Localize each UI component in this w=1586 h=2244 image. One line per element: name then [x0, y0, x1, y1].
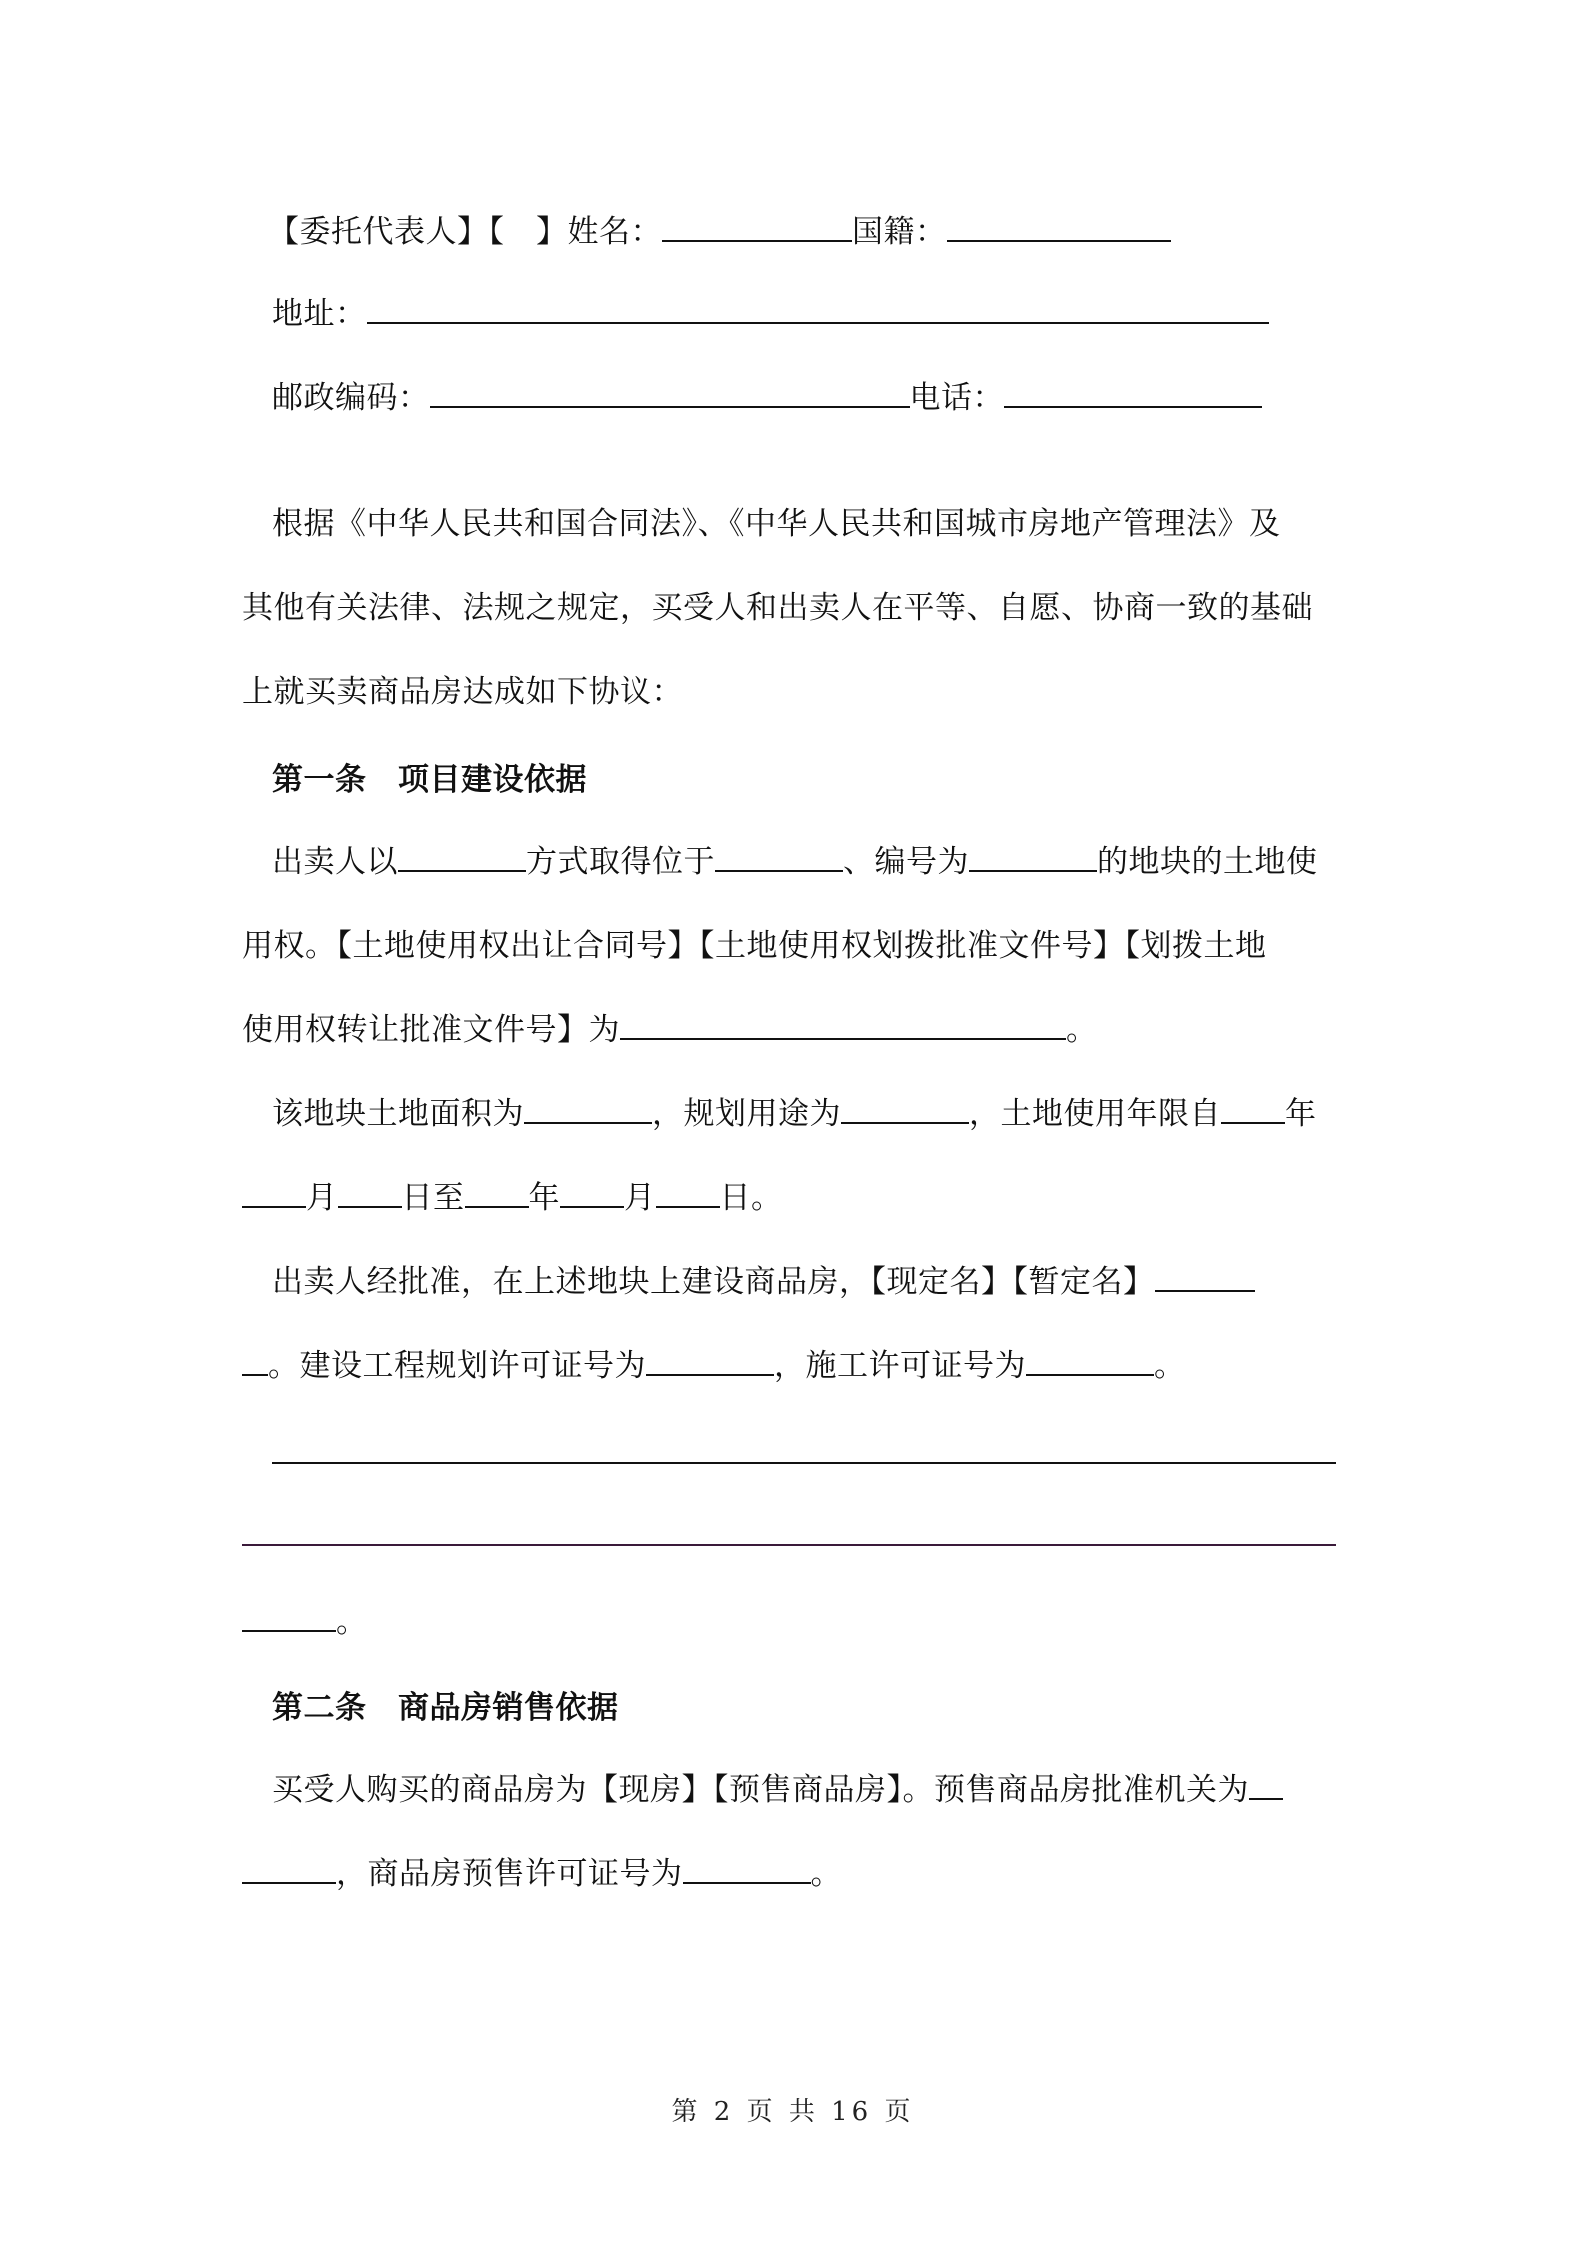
article-1-p2-line-2	[242, 1176, 783, 1220]
start-day-blank[interactable]	[338, 1176, 402, 1208]
blank-rule-2[interactable]	[242, 1544, 1336, 1546]
text-segment: 。	[1154, 1348, 1186, 1384]
location-blank[interactable]	[715, 840, 843, 872]
planning-permit-blank[interactable]	[646, 1344, 774, 1376]
text-segment: 月	[624, 1180, 656, 1216]
start-year-blank[interactable]	[1221, 1092, 1285, 1124]
blank-rule-end	[242, 1600, 368, 1644]
text-segment: 日至	[401, 1180, 465, 1216]
name-label: 姓名：	[567, 214, 662, 250]
text-segment: 的地块的土地使	[1097, 844, 1318, 880]
postal-line	[272, 376, 1262, 420]
text-segment: 使用权转让批准文件号】为	[242, 1012, 620, 1048]
text-segment: 出卖人经批准，在上述地块上建设商品房，【现定名】【暂定名】	[272, 1264, 1155, 1300]
text-segment: 。	[810, 1856, 842, 1892]
text-segment: 方式取得位于	[526, 844, 715, 880]
article-1-p3-line-1	[272, 1260, 1255, 1304]
presale-permit-blank[interactable]	[683, 1852, 811, 1884]
article-1-p3-line-2	[242, 1344, 1186, 1388]
article-1-p1-line-2: 用权。【土地使用权出让合同号】【土地使用权划拨批准文件号】【划拨土地	[242, 928, 1267, 964]
article-2-p1-line-2	[242, 1852, 842, 1896]
text-segment: 。	[1066, 1012, 1098, 1048]
text-segment: ，施工许可证号为	[774, 1348, 1026, 1384]
text-segment: 日。	[719, 1180, 783, 1216]
planned-use-blank[interactable]	[841, 1092, 969, 1124]
end-month-blank[interactable]	[560, 1176, 624, 1208]
postal-code-blank[interactable]	[430, 376, 910, 408]
end-year-blank[interactable]	[465, 1176, 529, 1208]
postal-code-label: 邮政编码：	[272, 380, 430, 416]
address-blank[interactable]	[367, 292, 1269, 324]
text-segment: 、编号为	[843, 844, 969, 880]
nationality-label: 国籍：	[852, 214, 947, 250]
phone-label: 电话：	[909, 380, 1004, 416]
text-segment: 买受人购买的商品房为【现房】【预售商品房】。预售商品房批准机关为	[272, 1772, 1249, 1808]
approval-authority-blank-cont[interactable]	[242, 1852, 336, 1884]
blank-rule-3[interactable]	[242, 1600, 336, 1632]
article-2-p1-line-1	[272, 1768, 1283, 1812]
acquire-method-blank[interactable]	[398, 840, 526, 872]
end-day-blank[interactable]	[656, 1176, 720, 1208]
text-segment: ，商品房预售许可证号为	[336, 1856, 683, 1892]
preamble-line-1: 根据《中华人民共和国合同法》、《中华人民共和国城市房地产管理法》及	[272, 506, 1281, 542]
representative-bracket: 【 】	[488, 214, 568, 250]
project-name-blank[interactable]	[1155, 1260, 1255, 1292]
address-label: 地址：	[272, 296, 367, 332]
text-segment: 年	[1285, 1096, 1317, 1132]
phone-blank[interactable]	[1004, 376, 1262, 408]
article-1-p2-line-1	[272, 1092, 1317, 1136]
preamble-line-2: 其他有关法律、法规之规定，买受人和出卖人在平等、自愿、协商一致的基础	[242, 590, 1313, 626]
text-segment: ，规划用途为	[652, 1096, 841, 1132]
name-blank[interactable]	[662, 210, 852, 242]
blank-rule-1[interactable]	[272, 1462, 1336, 1464]
lot-number-blank[interactable]	[969, 840, 1097, 872]
land-area-blank[interactable]	[524, 1092, 652, 1124]
text-segment: 。	[336, 1604, 368, 1640]
article-2-heading: 第二条 商品房销售依据	[272, 1690, 619, 1726]
article-1-p1-line-3	[242, 1008, 1098, 1052]
construction-permit-blank[interactable]	[1026, 1344, 1154, 1376]
nationality-blank[interactable]	[947, 210, 1171, 242]
article-1-heading: 第一条 项目建设依据	[272, 762, 587, 798]
page-number-footer: 第 2 页 共 16 页	[671, 2097, 915, 2127]
address-line	[272, 292, 1269, 336]
preamble-line-3: 上就买卖商品房达成如下协议：	[242, 674, 683, 710]
text-segment: 。建设工程规划许可证号为	[268, 1348, 646, 1384]
text-segment: 年	[528, 1180, 560, 1216]
representative-line	[268, 210, 1171, 254]
text-segment: ，土地使用年限自	[969, 1096, 1221, 1132]
text-segment: 该地块土地面积为	[272, 1096, 524, 1132]
land-document-blank[interactable]	[620, 1008, 1066, 1040]
article-1-p1-line-1	[272, 840, 1318, 884]
start-month-blank[interactable]	[242, 1176, 306, 1208]
text-segment: 出卖人以	[272, 844, 398, 880]
text-segment: 月	[306, 1180, 338, 1216]
project-name-blank-cont[interactable]	[242, 1344, 268, 1376]
approval-authority-blank[interactable]	[1249, 1768, 1283, 1800]
representative-role: 【委托代表人】	[268, 214, 489, 250]
